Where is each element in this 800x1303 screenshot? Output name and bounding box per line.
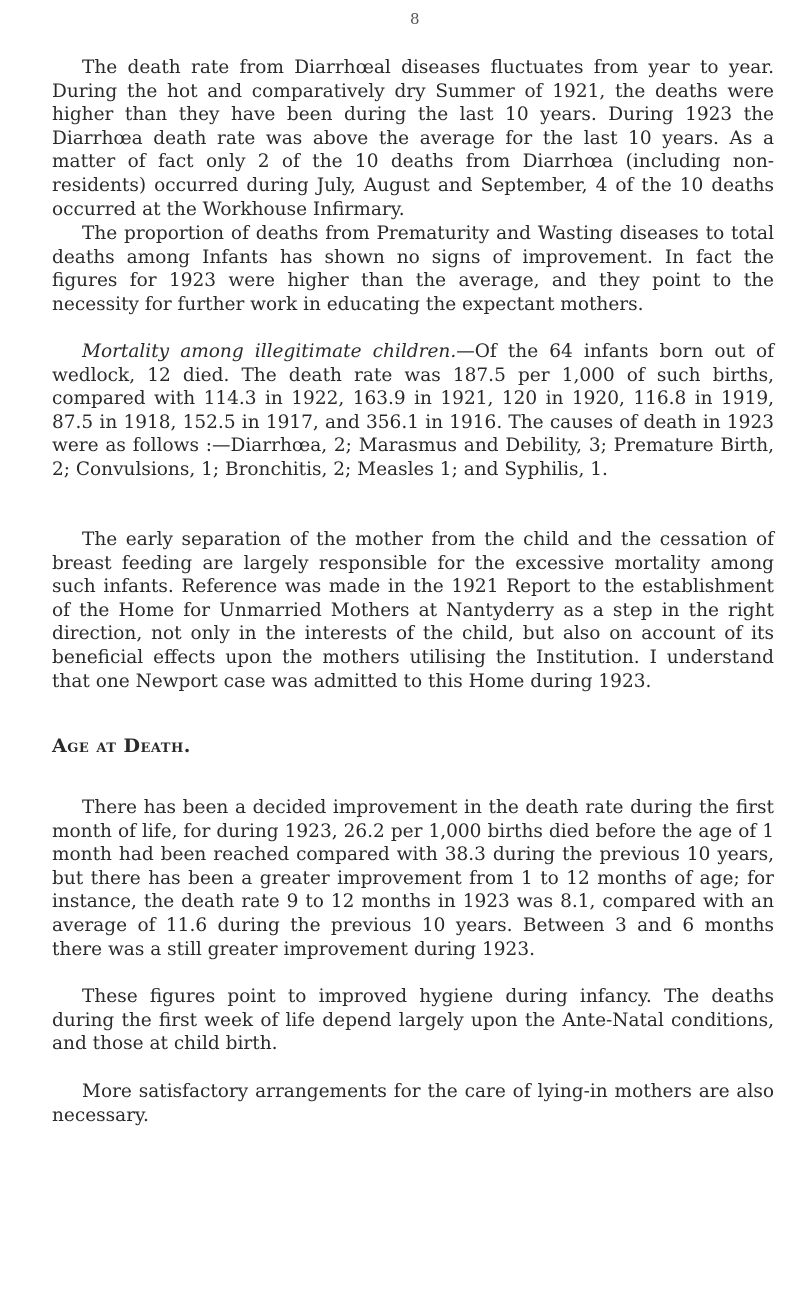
paragraph-prematurity: The proportion of deaths from Prematurity and Wasting diseases to total deaths among Infants has shown no signs of improvement. In fact the figures for 1923 were higher than the average, and they point to the necessity for further work in educating the expectant mothers. (52, 223, 774, 315)
paragraph-diarrhoea: The death rate from Diarrhœal diseases fluctuates from year to year. During the hot and comparatively dry Summer of 1921, the deaths were higher than they have been during the last 10 years. During 1923 the Diarrhœa death rate was above the average for the last 10 years. As a matter of fact only 2 of the 10 deaths from Diarrhœa (including non-residents) occurred during July, August and September, 4 of the 10 deaths occurred at the Workhouse Infirmary. (52, 57, 774, 220)
page-number: 8 (410, 10, 420, 28)
paragraph-improvement: There has been a decided improvement in the death rate during the first month of life, for during 1923, 26.2 per 1,000 births died before the age of 1 month had been reached compared with 38.3 during the previous 10 years, but there has been a greater improvement from 1 to 12 months of age; for instance, the death rate 9 to 12 months in 1923 was 8.1, compared with an average of 11.6 during the previous 10 years. Between 3 and 6 months there was a still greater improvement during 1923. (52, 797, 774, 960)
paragraph-lying-in: More satisfactory arrangements for the care of lying-in mothers are also necessary. (52, 1081, 774, 1126)
paragraph-illegitimate-body: —Of the 64 infants born out of wedlock, 12 died. The death rate was 187.5 per 1,000 of such births, compared with 114.3 in 1922, 163.9 in 1921, 120 in 1920, 116.8 in 1919, 87.5 in 1918, 152.5 in 1917, and 356.1 in 1916. The causes of death in 1923 were as follows :—Diarrhœa, 2; Marasmus and Debility, 3; Premature Birth, 2; Convulsions, 1; Bronchitis, 2; Measles 1; and Syphilis, 1. (52, 341, 774, 480)
paragraph-early-separation: The early separation of the mother from the child and the cessation of breast feeding are largely responsible for the excessive mortality among such infants. Reference was made in the 1921 Report to the establishment of the Home for Unmarried Mothers at Nantyderry as a step in the right direction, not only in the interests of the child, but also on account of its beneficial effects upon the mothers utilising the Institution. I understand that one Newport case was admitted to this Home during 1923. (52, 529, 774, 692)
paragraph-illegitimate-mortality (52, 340, 774, 482)
section-heading-age-at-death: Age at Death. (52, 735, 191, 757)
paragraph-illegitimate-title: Mortality among illegitimate children. (82, 341, 457, 362)
paragraph-hygiene: These figures point to improved hygiene during infancy. The deaths during the first week of life depend largely upon the Ante-Natal conditions, and those at child birth. (52, 986, 774, 1055)
